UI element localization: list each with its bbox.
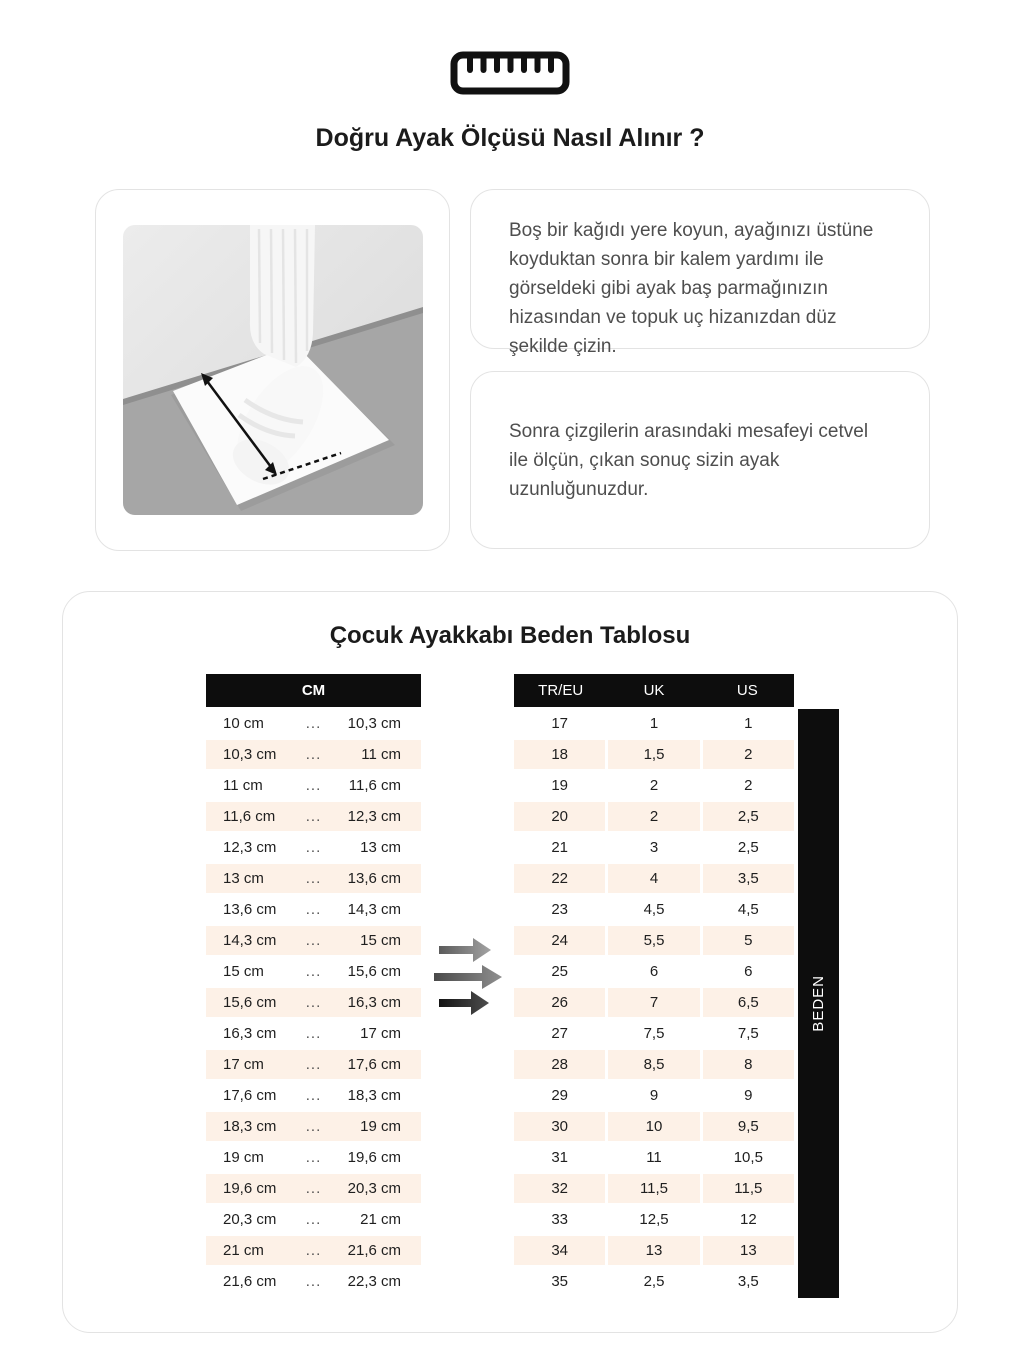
size-chart-card	[62, 591, 958, 1333]
cm-min-value: 16,3 cm	[223, 1025, 277, 1042]
us-value: 2,5	[703, 802, 794, 831]
size-table-row	[514, 895, 794, 924]
instruction-text-2: Sonra çizgilerin arasındaki mesafeyi cetvel ile ölçün, çıkan sonuç sizin ayak uzunluğunuzdur.	[509, 420, 869, 500]
cm-max-value: 18,3 cm	[347, 1087, 401, 1104]
tr-eu-value: 33	[514, 1205, 605, 1234]
tr-eu-value: 28	[514, 1050, 605, 1079]
cm-max-value: 12,3 cm	[347, 808, 401, 825]
cm-table-row	[206, 1174, 421, 1203]
cm-max-value: 17,6 cm	[347, 1056, 401, 1073]
range-separator: ...	[305, 1025, 322, 1042]
us-value: 1	[703, 709, 794, 738]
size-table-row	[514, 1205, 794, 1234]
uk-value: 7,5	[608, 1019, 699, 1048]
cm-table-row	[206, 1205, 421, 1234]
cm-min-value: 11 cm	[223, 777, 263, 794]
uk-value: 2	[608, 771, 699, 800]
us-value: 13	[703, 1236, 794, 1265]
beden-side-label	[798, 709, 839, 1298]
cm-min-value: 19,6 cm	[223, 1180, 277, 1197]
size-table-row	[514, 833, 794, 862]
tr-eu-value: 17	[514, 709, 605, 738]
size-table-row	[514, 957, 794, 986]
us-value: 12	[703, 1205, 794, 1234]
cm-table-row	[206, 1143, 421, 1172]
cm-max-value: 22,3 cm	[347, 1273, 401, 1290]
cm-min-value: 13 cm	[223, 870, 264, 887]
cm-min-value: 15 cm	[223, 963, 264, 980]
cm-table-row	[206, 771, 421, 800]
tr-eu-value: 26	[514, 988, 605, 1017]
tr-eu-value: 32	[514, 1174, 605, 1203]
us-value: 5	[703, 926, 794, 955]
uk-value: 7	[608, 988, 699, 1017]
size-table	[514, 674, 794, 1298]
range-separator: ...	[305, 1087, 322, 1104]
cm-min-value: 21,6 cm	[223, 1273, 277, 1290]
us-value: 11,5	[703, 1174, 794, 1203]
uk-value: 5,5	[608, 926, 699, 955]
uk-value: 2,5	[608, 1267, 699, 1296]
size-table-row	[514, 1174, 794, 1203]
us-value: 3,5	[703, 864, 794, 893]
uk-value: 10	[608, 1112, 699, 1141]
cm-table-row	[206, 864, 421, 893]
uk-value: 13	[608, 1236, 699, 1265]
cm-max-value: 19,6 cm	[347, 1149, 401, 1166]
size-chart-title: Çocuk Ayakkabı Beden Tablosu	[329, 622, 691, 649]
uk-value: 1	[608, 709, 699, 738]
tr-eu-value: 19	[514, 771, 605, 800]
size-table-row	[514, 1143, 794, 1172]
us-value: 4,5	[703, 895, 794, 924]
size-chart-tables	[63, 674, 957, 1314]
cm-min-value: 17 cm	[223, 1056, 264, 1073]
range-separator: ...	[305, 1056, 322, 1073]
cm-max-value: 10,3 cm	[347, 715, 401, 732]
tr-eu-value: 35	[514, 1267, 605, 1296]
size-table-row	[514, 1267, 794, 1296]
beden-label-text: BEDEN	[810, 975, 827, 1032]
tr-eu-value: 23	[514, 895, 605, 924]
cm-table	[206, 674, 421, 1298]
size-table-body	[514, 709, 794, 1296]
cm-table-row	[206, 957, 421, 986]
size-table-row	[514, 709, 794, 738]
cm-max-value: 11 cm	[361, 746, 401, 763]
uk-value: 11,5	[608, 1174, 699, 1203]
us-value: 8	[703, 1050, 794, 1079]
range-separator: ...	[305, 746, 322, 763]
ruler-icon	[0, 50, 1020, 96]
size-table-row	[514, 802, 794, 831]
cm-min-value: 13,6 cm	[223, 901, 277, 918]
size-table-row	[514, 1236, 794, 1265]
range-separator: ...	[305, 901, 322, 918]
cm-table-row	[206, 802, 421, 831]
instruction-text-column	[470, 189, 930, 551]
cm-table-body	[206, 709, 421, 1296]
tr-eu-value: 34	[514, 1236, 605, 1265]
cm-max-value: 15 cm	[360, 932, 401, 949]
foot-measurement-photo	[123, 225, 423, 515]
uk-value: 12,5	[608, 1205, 699, 1234]
uk-value: 6	[608, 957, 699, 986]
page-title: Doğru Ayak Ölçüsü Nasıl Alınır ?	[315, 124, 705, 152]
uk-value: 8,5	[608, 1050, 699, 1079]
cm-table-row	[206, 709, 421, 738]
cm-table-row	[206, 988, 421, 1017]
us-value: 6,5	[703, 988, 794, 1017]
range-separator: ...	[305, 839, 322, 856]
cm-table-row	[206, 1081, 421, 1110]
cm-table-row	[206, 926, 421, 955]
us-value: 2	[703, 740, 794, 769]
size-table-row	[514, 1019, 794, 1048]
tr-eu-value: 25	[514, 957, 605, 986]
instruction-text-1: Boş bir kağıdı yere koyun, ayağınızı üstüne koyduktan sonra bir kalem yardımı ile görseldeki gibi ayak baş parmağınızın hizasından ve topuk uç hizanızdan düz şekilde çizin.	[509, 220, 874, 357]
cm-max-value: 21,6 cm	[347, 1242, 401, 1259]
range-separator: ...	[305, 777, 322, 794]
us-value: 2	[703, 771, 794, 800]
cm-max-value: 14,3 cm	[347, 901, 401, 918]
us-value: 2,5	[703, 833, 794, 862]
page-header	[0, 0, 1020, 153]
range-separator: ...	[305, 1242, 322, 1259]
cm-table-row	[206, 1236, 421, 1265]
tr-eu-value: 30	[514, 1112, 605, 1141]
tr-eu-value: 21	[514, 833, 605, 862]
cm-header-label: CM	[301, 682, 326, 699]
uk-value: 1,5	[608, 740, 699, 769]
cm-table-row	[206, 1050, 421, 1079]
uk-value: 9	[608, 1081, 699, 1110]
size-table-row	[514, 926, 794, 955]
cm-table-row	[206, 1112, 421, 1141]
range-separator: ...	[305, 963, 322, 980]
instruction-photo-card	[95, 189, 450, 551]
cm-max-value: 21 cm	[360, 1211, 401, 1228]
cm-min-value: 12,3 cm	[223, 839, 277, 856]
uk-value: 4	[608, 864, 699, 893]
size-header-us: US	[736, 682, 758, 699]
cm-max-value: 17 cm	[360, 1025, 401, 1042]
cm-table-row	[206, 1019, 421, 1048]
size-table-row	[514, 1112, 794, 1141]
uk-value: 2	[608, 802, 699, 831]
instruction-card-2	[470, 371, 930, 549]
cm-max-value: 19 cm	[360, 1118, 401, 1135]
range-separator: ...	[305, 1118, 322, 1135]
uk-value: 4,5	[608, 895, 699, 924]
size-table-row	[514, 771, 794, 800]
cm-min-value: 10,3 cm	[223, 746, 277, 763]
cm-min-value: 20,3 cm	[223, 1211, 277, 1228]
cm-table-row	[206, 895, 421, 924]
size-table-row	[514, 1050, 794, 1079]
cm-table-row	[206, 1267, 421, 1296]
cm-max-value: 13,6 cm	[347, 870, 401, 887]
transfer-arrows-icon	[433, 932, 505, 1022]
cm-min-value: 21 cm	[223, 1242, 264, 1259]
range-separator: ...	[305, 1149, 322, 1166]
range-separator: ...	[305, 870, 322, 887]
cm-max-value: 15,6 cm	[347, 963, 401, 980]
us-value: 10,5	[703, 1143, 794, 1172]
tr-eu-value: 29	[514, 1081, 605, 1110]
cm-min-value: 17,6 cm	[223, 1087, 277, 1104]
cm-table-header	[206, 674, 421, 707]
cm-table-row	[206, 740, 421, 769]
tr-eu-value: 31	[514, 1143, 605, 1172]
uk-value: 3	[608, 833, 699, 862]
tr-eu-value: 27	[514, 1019, 605, 1048]
us-value: 9	[703, 1081, 794, 1110]
instructions-section	[95, 189, 930, 551]
us-value: 9,5	[703, 1112, 794, 1141]
cm-min-value: 10 cm	[223, 715, 264, 732]
size-table-row	[514, 988, 794, 1017]
range-separator: ...	[305, 715, 322, 732]
size-table-header	[514, 674, 794, 707]
size-table-row	[514, 740, 794, 769]
cm-max-value: 16,3 cm	[347, 994, 401, 1011]
range-separator: ...	[305, 1211, 322, 1228]
uk-value: 11	[608, 1143, 699, 1172]
size-header-uk: UK	[643, 682, 665, 699]
size-table-row	[514, 864, 794, 893]
us-value: 6	[703, 957, 794, 986]
cm-min-value: 18,3 cm	[223, 1118, 277, 1135]
cm-max-value: 13 cm	[360, 839, 401, 856]
us-value: 7,5	[703, 1019, 794, 1048]
range-separator: ...	[305, 932, 322, 949]
us-value: 3,5	[703, 1267, 794, 1296]
instruction-card-1	[470, 189, 930, 357]
cm-min-value: 19 cm	[223, 1149, 264, 1166]
range-separator: ...	[305, 994, 322, 1011]
cm-min-value: 11,6 cm	[223, 808, 276, 825]
tr-eu-value: 22	[514, 864, 605, 893]
range-separator: ...	[305, 1273, 322, 1290]
tr-eu-value: 18	[514, 740, 605, 769]
size-table-row	[514, 1081, 794, 1110]
range-separator: ...	[305, 808, 322, 825]
tr-eu-value: 20	[514, 802, 605, 831]
range-separator: ...	[305, 1180, 322, 1197]
cm-max-value: 11,6 cm	[348, 777, 401, 794]
size-header-tr-eu: TR/EU	[538, 682, 584, 699]
cm-min-value: 15,6 cm	[223, 994, 277, 1011]
cm-max-value: 20,3 cm	[347, 1180, 401, 1197]
cm-min-value: 14,3 cm	[223, 932, 277, 949]
tr-eu-value: 24	[514, 926, 605, 955]
cm-table-row	[206, 833, 421, 862]
